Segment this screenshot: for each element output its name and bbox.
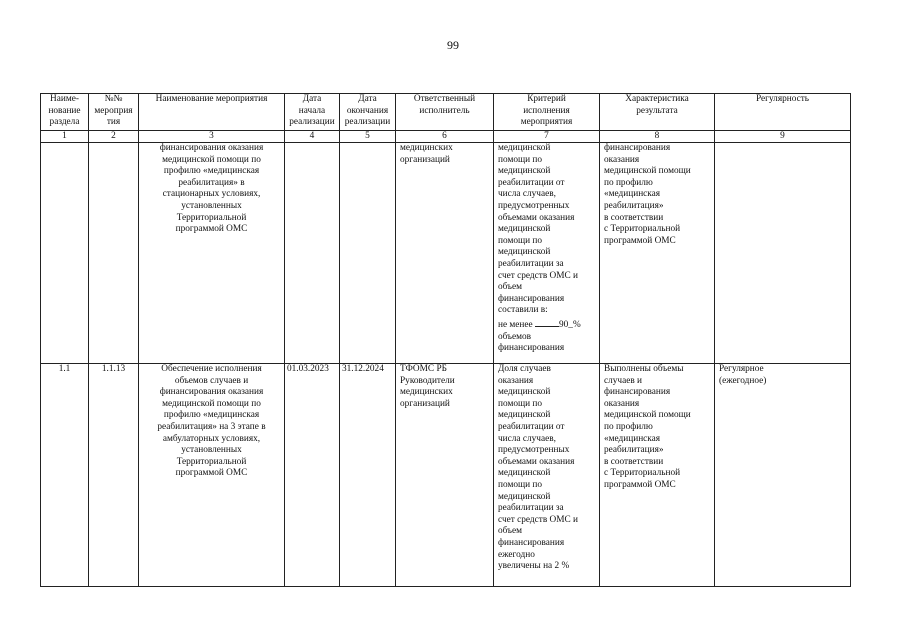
cell-responsible: ТФОМС РБ Руководители медицинских организаций — [396, 364, 494, 587]
cell-criterion: Доля случаев оказания медицинской помощи по медицинской реабилитации от числа случаев, предусмотренных объемами оказания медицинской помощи по медицинской реабилитации за счет средств ОМС и объем финансирования ежегодно увеличены на 2 % — [494, 364, 600, 587]
page-number: 99 — [447, 38, 459, 52]
cell-regularity: Регулярное (ежегодное) — [715, 364, 851, 587]
col-number: 3 — [139, 131, 285, 143]
col-header-start: Дата начала реализации — [285, 94, 340, 131]
col-number: 7 — [494, 131, 600, 143]
col-header-section: Наиме- нование раздела — [41, 94, 89, 131]
cell-number: 1.1.13 — [89, 364, 139, 587]
col-header-name: Наименование мероприятия — [139, 94, 285, 131]
col-number: 8 — [600, 131, 715, 143]
col-header-end: Дата окончания реализации — [340, 94, 396, 131]
col-number: 5 — [340, 131, 396, 143]
col-number: 9 — [715, 131, 851, 143]
col-header-criterion: Критерий исполнения мероприятия — [494, 94, 600, 131]
cell-start: 01.03.2023 — [285, 364, 340, 587]
header-row — [41, 94, 851, 131]
col-number: 2 — [89, 131, 139, 143]
col-number: 6 — [396, 131, 494, 143]
cell-number — [89, 143, 139, 364]
table-row — [41, 364, 851, 587]
col-number: 1 — [41, 131, 89, 143]
cell-regularity — [715, 143, 851, 364]
cell-result: финансирования оказания медицинской помощи по профилю «медицинская реабилитация» в соответствии с Территориальной программой ОМС — [600, 143, 715, 364]
col-header-result: Характеристика результата — [600, 94, 715, 131]
col-header-regularity: Регулярность — [715, 94, 851, 131]
cell-section: 1.1 — [41, 364, 89, 587]
cell-criterion: медицинской помощи по медицинской реабилитации от числа случаев, предусмотренных объемами оказания медицинской помощи по медицинской реабилитации за счет средств ОМС и объем финансирования составили в: не менее 90_% объемов финансирования — [494, 143, 600, 364]
cell-end: 31.12.2024 — [340, 364, 396, 587]
col-number: 4 — [285, 131, 340, 143]
col-header-number: №№ мероприя тия — [89, 94, 139, 131]
measures-table — [40, 93, 851, 587]
column-number-row — [41, 131, 851, 143]
cell-start — [285, 143, 340, 364]
col-header-responsible: Ответственный исполнитель — [396, 94, 494, 131]
cell-name: финансирования оказания медицинской помощи по профилю «медицинская реабилитация» в стационарных условиях, установленных Территориальной программой ОМС — [139, 143, 285, 364]
cell-responsible: медицинских организаций — [396, 143, 494, 364]
cell-section — [41, 143, 89, 364]
cell-name: Обеспечение исполнения объемов случаев и финансирования оказания медицинской помощи по профилю «медицинская реабилитация» на 3 этапе в амбулаторных условиях, установленных Территориальной программой ОМС — [139, 364, 285, 587]
cell-end — [340, 143, 396, 364]
cell-result: Выполнены объемы случаев и финансирования оказания медицинской помощи по профилю «медицинская реабилитация» в соответствии с Территориальной программой ОМС — [600, 364, 715, 587]
blank-underline — [535, 317, 559, 327]
table-row — [41, 143, 851, 364]
